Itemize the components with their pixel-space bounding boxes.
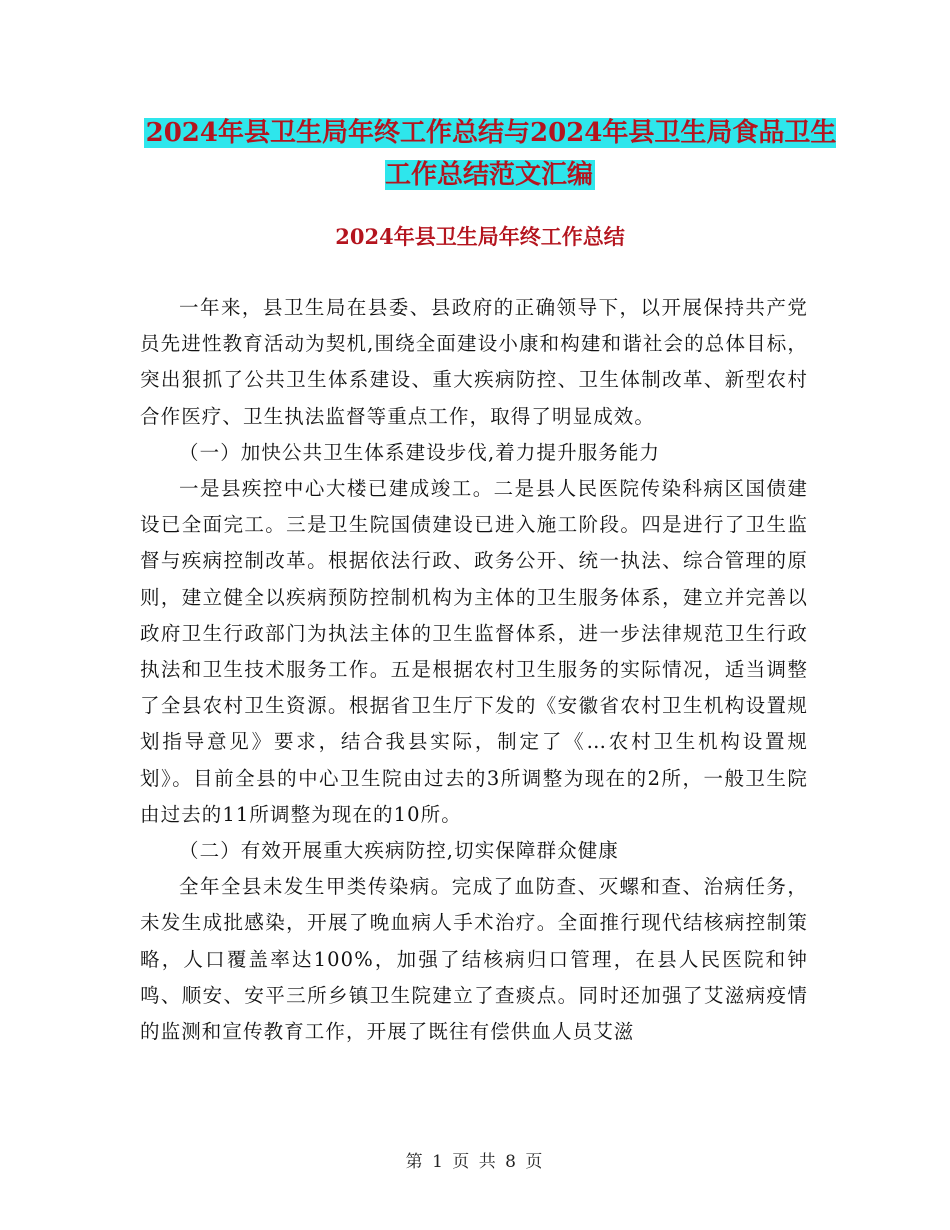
- section-title: 2024年县卫生局年终工作总结: [335, 224, 625, 249]
- page-number-footer: 第 1 页 共 8 页: [405, 1152, 545, 1172]
- document-title: [140, 112, 840, 196]
- paragraph: 一是县疾控中心大楼已建成竣工。二是县人民医院传染科病区国债建设已全面完工。三是卫生院国债建设已进入施工阶段。四是进行了卫生监督与疾病控制改革。根据依法行政、政务公开、统一执法、综合管理的原则，建立健全以疾病预防控制机构为主体的卫生服务体系，建立并完善以政府卫生行政部门为执法主体的卫生监督体系，进一步法律规范卫生行政执法和卫生技术服务工作。五是根据农村卫生服务的实际情况，适当调整了全县农村卫生资源。根据省卫生厅下发的《安徽省农村卫生机构设置规划指导意见》要求，结合我县实际，制定了《…农村卫生机构设置规划》。目前全县的中心卫生院由过去的3所调整为现在的2所，一般卫生院由过去的11所调整为现在的10所。: [140, 477, 808, 826]
- section-heading: （二）有效开展重大疾病防控,切实保障群众健康: [179, 839, 619, 863]
- title-highlight: 2024年县卫生局年终工作总结与2024年县卫生局食品卫生工作总结范文汇编: [145, 118, 837, 190]
- paragraph: 一年来，县卫生局在县委、县政府的正确领导下，以开展保持共产党员先进性教育活动为契机,围绕全面建设小康和构建和谐社会的总体目标，突出狠抓了公共卫生体系建设、重大疾病防控、卫生体制改革、新型农村合作医疗、卫生执法监督等重点工作，取得了明显成效。: [140, 296, 808, 428]
- paragraph: 全年全县未发生甲类传染病。完成了血防查、灭螺和查、治病任务，未发生成批感染，开展了晚血病人手术治疗。全面推行现代结核病控制策略，人口覆盖率达100%，加强了结核病归口管理，在县人民医院和钟鸣、顺安、安平三所乡镇卫生院建立了查痰点。同时还加强了艾滋病疫情的监测和宣传教育工作，开展了既往有偿供血人员艾滋: [140, 875, 808, 1044]
- body-text: [140, 290, 808, 1050]
- section-heading: （一）加快公共卫生体系建设步伐,着力提升服务能力: [179, 440, 661, 464]
